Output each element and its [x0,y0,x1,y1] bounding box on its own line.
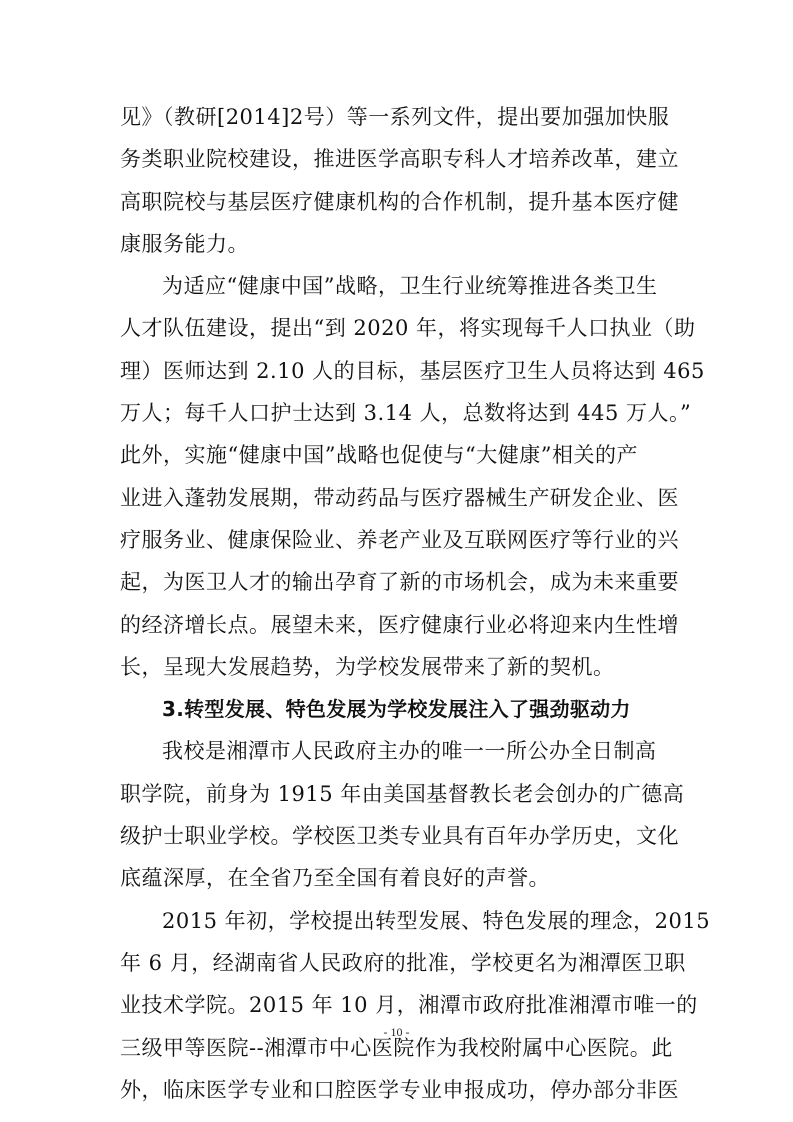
text-line: 疗服务业、健康保险业、养老产业及互联网医疗等行业的兴 [120,527,679,552]
text-line: 长，呈现大发展趋势，为学校发展带来了新的契机。 [120,654,615,679]
text-line: 外，临床医学专业和口腔医学专业申报成功，停办部分非医 [120,1077,679,1102]
text-line: 级护士职业学校。学校医卫类专业具有百年办学历史，文化 [120,824,679,849]
text-line: 万人；每千人口护士达到 3.14 人，总数将达到 445 万人。” [120,401,692,426]
text-line: 三级甲等医院--湘潭市中心医院作为我校附属中心医院。此 [120,1035,673,1060]
text-line: 业进入蓬勃发展期，带动药品与医疗器械生产研发企业、医 [120,485,679,510]
text-line: 高职院校与基层医疗健康机构的合作机制，提升基本医疗健 [120,189,679,214]
text-line: 此外，实施“健康中国”战略也促使与“大健康”相关的产 [120,443,638,468]
text-line: 理）医师达到 2.10 人的目标，基层医疗卫生人员将达到 465 [120,358,705,383]
text-line: 见》（教研[2014]2号）等一系列文件，提出要加强加快服 [120,105,670,129]
body-text [120,96,711,1111]
text-line: 康服务能力。 [120,231,249,256]
paragraph-start-line: 2015 年初，学校提出转型发展、特色发展的理念，2015 [162,908,711,933]
text-line: 的经济增长点。展望未来，医疗健康行业必将迎来内生性增 [120,612,679,637]
text-line: 年 6 月，经湖南省人民政府的批准，学校更名为湘潭医卫职 [120,950,686,975]
text-line: 人才队伍建设，提出“到 2020 年，将实现每千人口执业（助 [120,316,696,341]
paragraph-start-line: 我校是湘潭市人民政府主办的唯一一所公办全日制高 [162,739,657,764]
text-line: 起，为医卫人才的输出孕育了新的市场机会，成为未来重要 [120,570,679,595]
text-line: 职学院，前身为 1915 年由美国基督教长老会创办的广德高 [120,781,685,806]
text-line: 业技术学院。2015 年 10 月，湘潭市政府批准湘潭市唯一的 [120,993,698,1018]
page-number: - 10 - [383,1025,410,1039]
paragraph-start-line: 为适应“健康中国”战略，卫生行业统筹推进各类卫生 [162,274,658,299]
text-line: 务类职业院校建设，推进医学高职专科人才培养改革，建立 [120,147,679,172]
text-line: 底蕴深厚，在全省乃至全国有着良好的声誉。 [120,866,550,891]
section-heading: 3.转型发展、特色发展为学校发展注入了强劲驱动力 [162,697,631,722]
